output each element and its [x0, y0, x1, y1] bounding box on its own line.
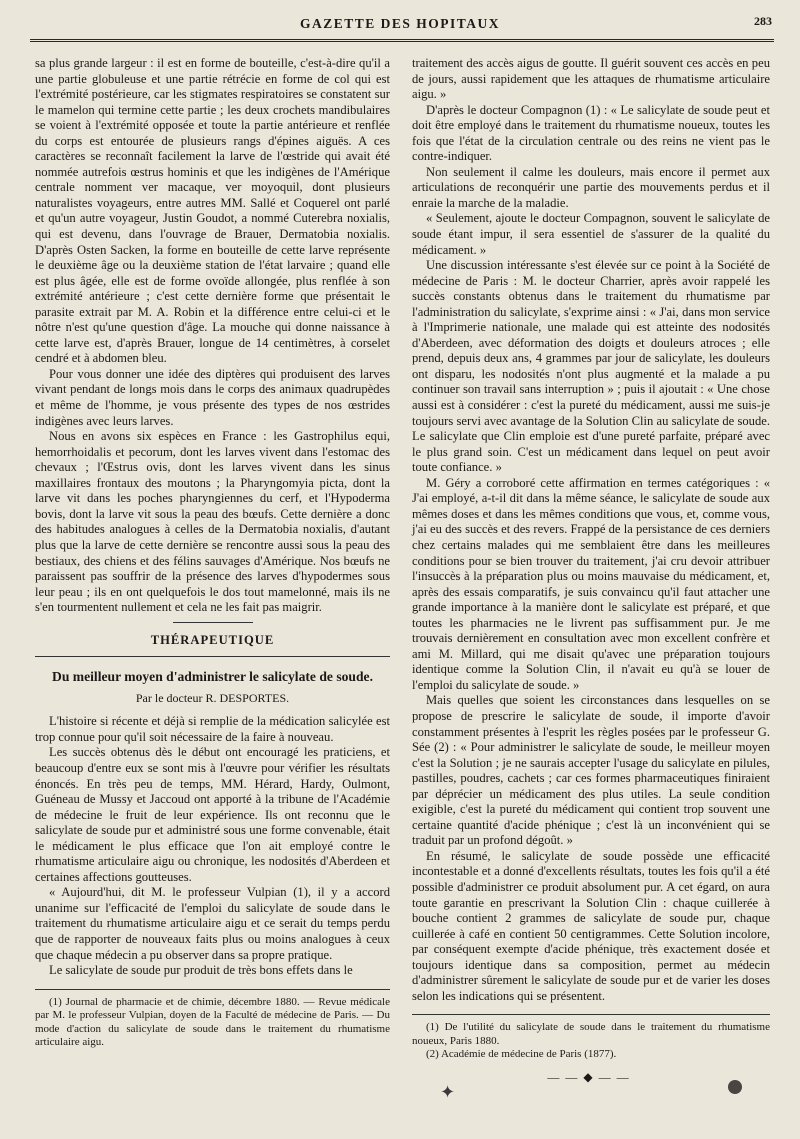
- page-number: 283: [754, 14, 772, 28]
- paragraph: Nous en avons six espèces en France : les Gastrophilus equi, hemorrhoidalis et pecorum, dont les larves vivent dans l'estomac des chevaux ; l'Œstrus ovis, dont les larves vivent dans les sinus maxillaires frontaux des moutons ; la Pharyngomyia picta, dont la larve vit dans les poches pharyngiennes du cerf, et l'Hypoderma bovis, dont la larve vit sous la peau des bœufs. Cette dernière a donc des habitudes analogues à celles de la Dermatobia noxialis, d'autant plus que la larve de cette dernière se rencontre aussi sous la peau des bestiaux, des chiens et des félins sauvages d'Amérique. Nos bœufs ne paraissent pas souffrir de la présence des larves d'hypodermes sous leur peau ; ils en ont quelquefois le dos tout mamelonné, mais ils ne s'en tourmentent nullement et cela ne les fait pas maigrir.: [35, 429, 390, 615]
- paragraph: M. Géry a corroboré cette affirmation en termes catégoriques : « J'ai employé, a-t-il dit dans la même séance, le salicylate de soude aux mêmes doses et dans les mêmes conditions que vous, et, comme vous, j'ai eu des succès et des revers. Frappé de la persistance de ces derniers chez certains malades qui me semblaient être dans les meilleures conditions pour se bien trouver du traitement, j'ai cru devoir attribuer l'insuccès à la préparation plus ou moins mauvaise du médicament, et, après des essais comparatifs, je suis convaincu qu'il faut attacher une grande importance à la manière dont le salicylate est préparé, et que toutes les pharmacies ne le livrent pas suffisamment pur. Je me trouvais dernièrement en consultation avec mon excellent confrère et ami M. Millard, qui me disait qu'avec une préparation toujours identique comme la Solution Clin, il n'avait eu qu'à se louer de l'emploi du salicylate de soude. »: [412, 475, 770, 692]
- footnote-rule: [412, 1014, 770, 1015]
- right-column: [412, 56, 770, 1085]
- footnote: (1) De l'utilité du salicylate de soude dans le traitement du rhumatisme noueux, Paris 1880.: [412, 1021, 770, 1047]
- paragraph: « Seulement, ajoute le docteur Compagnon, souvent le salicylate de soude étant impur, il sera essentiel de s'assurer de la qualité du médicament. »: [412, 211, 770, 257]
- paragraph: En résumé, le salicylate de soude possède une efficacité incontestable et a donné d'excellents résultats, toutes les fois qu'il a été possible d'administrer ce produit absolument pur. A cet égard, on aura toute garantie en prescrivant la Solution Clin : chaque cuillerée à bouche contient 2 grammes de salicylate de soude pur, chaque cuillerée à café en contient 50 centigrammes. Cette Solution incolore, par conséquent exempte d'acide phénique, très exactement dosée et toujours identique dans sa composition, permet au médecin d'administrer sûrement le salicylate de soude pur et de varier les doses selon les indications qui se présentent.: [412, 848, 770, 1003]
- paragraph: Mais quelles que soient les circonstances dans lesquelles on se propose de prescrire le salicylate de soude, il importe d'avoir constamment présentes à l'esprit les règles posées par le professeur G. Sée (2) : « Pour administrer le salicylate de soude, le meilleur moyen c'est la Solution ; je ne saurais accepter l'usage du salicylate en pilules, pastilles, poudres, cachets ; car ces formes pharmaceutiques finiraient par déprécier un médicament des plus utiles. La seule condition exigible, c'est la pureté du médicament qui contient trop souvent une certaine quantité d'acide phénique ; c'est là un inconvénient qui se traduit par un profond dégoût. »: [412, 693, 770, 848]
- footnote-rule: [35, 989, 390, 990]
- paragraph: L'histoire si récente et déjà si remplie de la médication salicylée est trop connue pour qu'il soit nécessaire de la faire à nouveau.: [35, 714, 390, 744]
- paragraph: sa plus grande largeur : il est en forme de bouteille, c'est-à-dire qu'il a une partie globuleuse et une partie rétrécie en forme de col qui est l'extrémité postérieure, car les stigmates respiratoires se constatent sur le mamelon qui termine cette partie ; les deux crochets mandibulaires se voient à l'extrémité opposée et toute la partie antérieure et renflée du corps est entourée de plusieurs rangs d'épines aiguës. A ces caractères se reconnaît facilement la larve de l'œstride qui avait été nommée autrefois œstrus hominis et que les indigènes de l'Amérique centrale nomment ver macaque, ver moyoquil, dont plusieurs naturalistes voyageurs, entre autres MM. Sallé et Coquerel ont parlé et qu'un autre voyageur, Justin Goudot, a nommé Cuterebra noxialis, qui est devenu, dans l'ouvrage de Brauer, Dermatobia noxialis. D'après Osten Sacken, la forme en bouteille de cette larve représente le deuxième âge ou la deuxième station de l'état larvaire ; quand elle est plus âgée, elle est de forme ovoïde allongée, plus renflée à son extrémité antérieure ; c'est cette dernière forme que présentait le parasite extrait par M. A. Robin et la différence entre celui-ci et le nôtre n'est qu'une question d'âge. La mouche qui donne naissance à cette larve est, d'après Brauer, longue de 14 centimètres, à corselet cendré et à abdomen bleu.: [35, 56, 390, 366]
- paragraph: traitement des accès aigus de goutte. Il guérit souvent ces accès en peu de jours, aussi rapidement que les attaques de rhumatisme articulaire aigu. »: [412, 56, 770, 102]
- footnotes: [35, 996, 390, 1050]
- section-heading: THÉRAPEUTIQUE: [150, 632, 275, 647]
- separator: [173, 622, 253, 623]
- paragraph: D'après le docteur Compagnon (1) : « Le salicylate de soude peut et doit être employé dans le traitement du rhumatisme noueux, toutes les fois que l'état de la circulation centrale ou des reins ne vient pas le contre-indiquer.: [412, 102, 770, 164]
- end-ornament-rule: ——◆——: [547, 1069, 635, 1084]
- article-title: Du meilleur moyen d'administrer le salicylate de soude.: [52, 669, 373, 685]
- footnote: (1) Journal de pharmacie et de chimie, décembre 1880. — Revue médicale par M. le professeur Vulpian, doyen de la Faculté de médecine de Paris. — Du mode d'action du salicylate de soude dans le traitement du rhumatisme articulaire aigu.: [35, 995, 390, 1049]
- paragraph: Non seulement il calme les douleurs, mais encore il permet aux articulations de reconquérir une partie des mouvements perdus et il enraie la marche de la maladie.: [412, 164, 770, 210]
- byline: Par le docteur R. DESPORTES.: [135, 690, 290, 705]
- paragraph: Pour vous donner une idée des diptères qui produisent des larves vivant pendant de longs mois dans le corps des animaux quadrupèdes et même de l'homme, je vous présente des types de nos œstrides indigènes avec leurs larves.: [35, 366, 390, 428]
- section-rule: [35, 656, 390, 657]
- left-column: [35, 56, 390, 1050]
- paragraph: Les succès obtenus dès le début ont encouragé les praticiens, et beaucoup d'entre eux se sont mis à l'œuvre pour vérifier les résultats énoncés. En très peu de temps, MM. Hérard, Hardy, Oulmont, Guéneau de Mussy et Jaccoud ont apporté à la tribune de l'Académie de médecine le fruit de leur expérience. Ils ont reconnu que le salicylate de soude pur et administré sous une forme convenable, était le médicament le plus efficace que l'on ait employé contre le rhumatisme articulaire aigu ou chronique, les nodosités d'Aberdeen et certaines affections goutteuses.: [35, 745, 390, 884]
- paragraph: Le salicylate de soude pur produit de très bons effets dans le: [49, 963, 353, 978]
- ornament-icon: ✦: [440, 1082, 456, 1103]
- journal-title: GAZETTE DES HOPITAUX: [299, 16, 501, 31]
- paragraph: Une discussion intéressante s'est élevée sur ce point à la Société de médecine de Paris : M. le docteur Charrier, après avoir rappelé les succès constants obtenus dans le traitement du rhumatisme par l'administration du salicylate, s'exprime ainsi : « J'ai, dans mon service à l'Imprimerie nationale, une malade qui est atteinte des nodosités d'Aberdeen, avec déformation des doigts et douleurs atroces ; elle prend, depuis deux ans, 4 grammes par jour de salicylate, les douleurs ont disparu, les nodosités n'ont plus augmenté et la malade a pu continuer son travail sans interruption » ; puis il ajoutait : « Une chose aussi est à considérer : c'est la pureté du médicament, aussi me suis-je toujours servi avec avantage de la Solution Clin au salicylate de soude. Le salicylate que Clin emploie est d'une pureté parfaite, préparé avec le plus grand soin. C'est un médicament dans lequel on peut avoir toute confiance. »: [412, 258, 770, 475]
- paragraph: « Aujourd'hui, dit M. le professeur Vulpian (1), il y a accord unanime sur l'efficacité de l'emploi du salicylate de soude dans le traitement du rhumatisme articulaire aigu et ce serait du temps perdu que de rapporter de nouveaux faits plus ou moins analogues à ceux que chaque médecin a pu observer dans sa propre pratique.: [35, 885, 390, 962]
- footnote: (2) Académie de médecine de Paris (1877).: [426, 1048, 617, 1061]
- header-rule: [30, 39, 774, 42]
- page-header: [20, 12, 780, 36]
- footnotes: [412, 1021, 770, 1062]
- library-stamp-icon: [728, 1080, 742, 1094]
